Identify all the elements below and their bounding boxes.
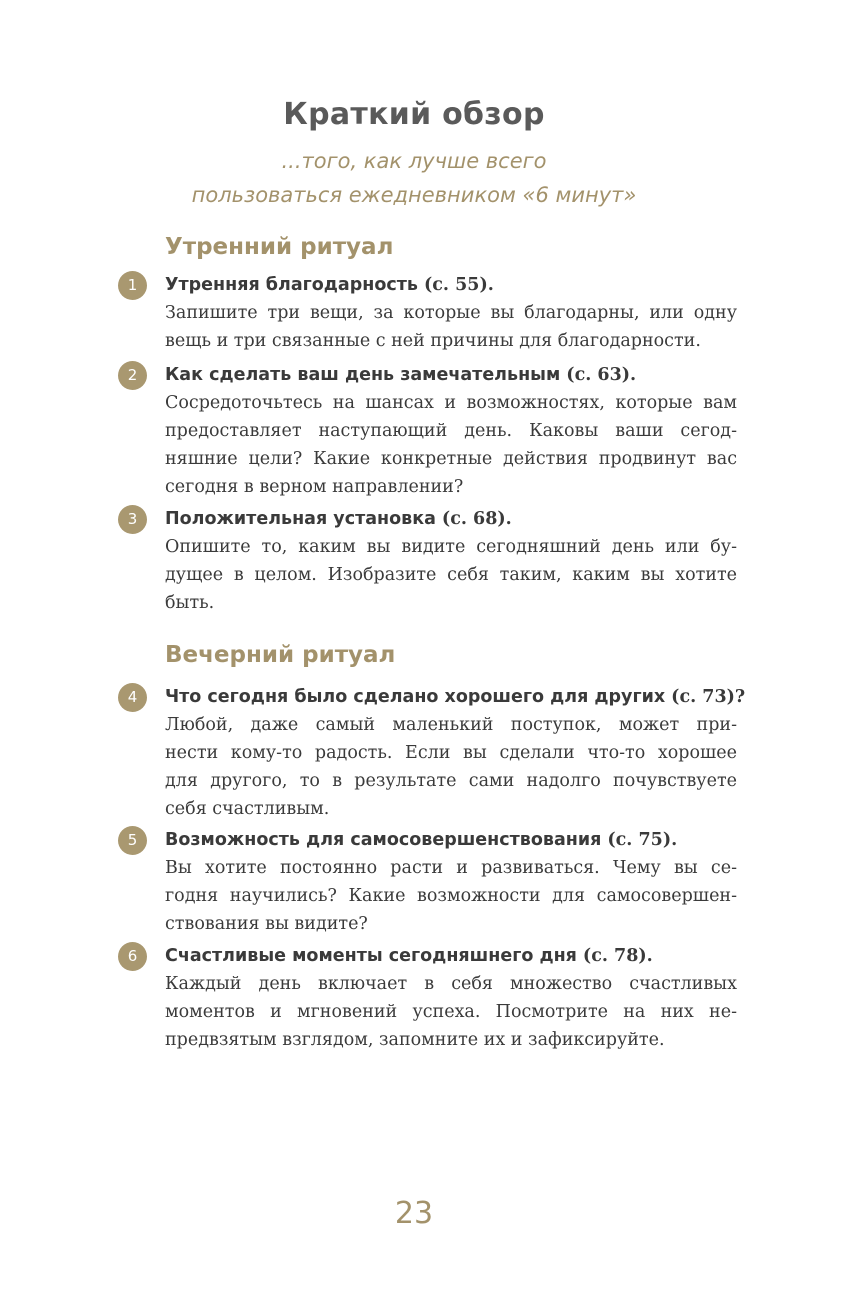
text-line: Опишите то, каким вы видите сегодняшний день или бу-	[165, 537, 737, 557]
item-number-badge: 3	[118, 505, 147, 534]
text-line: моментов и мгновений успеха. Посмотрите на них не-	[165, 1002, 737, 1022]
list-item	[165, 271, 737, 355]
list-item	[165, 942, 737, 1054]
page-number: 23	[394, 1196, 434, 1231]
item-heading-label: Положительная установка	[165, 509, 436, 529]
text-line: дущее в целом. Изобразите себя таким, каким вы хотите	[165, 565, 737, 585]
text-line: Любой, даже самый маленький поступок, может при-	[165, 715, 737, 735]
item-heading-label: Утренняя благодарность	[165, 275, 418, 295]
item-number-badge: 4	[118, 683, 147, 712]
item-number-badge: 1	[118, 271, 147, 300]
page-reference: (с. 68).	[441, 509, 512, 529]
text-line: для другого, то в результате сами надолго почувствуете	[165, 771, 737, 791]
item-number-badge: 5	[118, 826, 147, 855]
item-description	[165, 711, 737, 823]
item-heading	[165, 505, 737, 533]
item-description	[165, 854, 737, 938]
subtitle-line-1: ...того, как лучше всего	[281, 149, 547, 173]
item-heading	[165, 942, 737, 970]
item-description	[165, 533, 737, 617]
item-heading	[165, 683, 746, 711]
item-number-badge: 2	[118, 361, 147, 390]
item-heading-label: Счастливые моменты сегодняшнего дня	[165, 946, 577, 966]
list-item	[165, 683, 746, 823]
item-description	[165, 970, 737, 1054]
text-line: Каждый день включает в себя множество счастливых	[165, 974, 737, 994]
list-item	[165, 505, 737, 617]
item-heading-label: Как сделать ваш день замечательным	[165, 365, 561, 385]
item-description	[165, 389, 737, 501]
page-title: Краткий обзор	[283, 97, 545, 132]
text-line: предоставляет наступающий день. Каковы ваши сегод-	[165, 421, 737, 441]
page-reference: (с. 75).	[607, 830, 678, 850]
page-reference: (с. 55).	[423, 275, 494, 295]
text-line: ствования вы видите?	[165, 914, 368, 934]
text-line: нести кому-то радость. Если вы сделали что-то хорошее	[165, 743, 737, 763]
page-reference: (с. 63).	[566, 365, 637, 385]
item-number-badge: 6	[118, 942, 147, 971]
text-line: няшние цели? Какие конкретные действия продвинут вас	[165, 449, 737, 469]
item-heading	[165, 361, 737, 389]
text-line: Вы хотите постоянно расти и развиваться. Чему вы се-	[165, 858, 737, 878]
section-title-morning: Утренний ритуал	[165, 234, 394, 260]
text-line: вещь и три связанные с ней причины для благодарности.	[165, 331, 701, 351]
page-reference: (с. 73)?	[671, 687, 746, 707]
list-item	[165, 826, 737, 938]
item-heading	[165, 826, 737, 854]
text-line: Сосредоточьтесь на шансах и возможностях, которые вам	[165, 393, 737, 413]
page-reference: (с. 78).	[582, 946, 653, 966]
text-line: сегодня в верном направлении?	[165, 477, 464, 497]
text-line: годня научились? Какие возможности для самосовершен-	[165, 886, 737, 906]
list-item	[165, 361, 737, 501]
item-heading	[165, 271, 737, 299]
text-line: быть.	[165, 593, 215, 613]
item-heading-label: Что сегодня было сделано хорошего для других	[165, 687, 666, 707]
text-line: предвзятым взглядом, запомните их и зафиксируйте.	[165, 1030, 665, 1050]
item-heading-label: Возможность для самосовершенствования	[165, 830, 602, 850]
text-line: себя счастливым.	[165, 799, 330, 819]
subtitle-line-2: пользоваться ежедневником «6 минут»	[191, 183, 637, 207]
item-description	[165, 299, 737, 355]
text-line: Запишите три вещи, за которые вы благодарны, или одну	[165, 303, 737, 323]
section-title-evening: Вечерний ритуал	[165, 642, 396, 668]
